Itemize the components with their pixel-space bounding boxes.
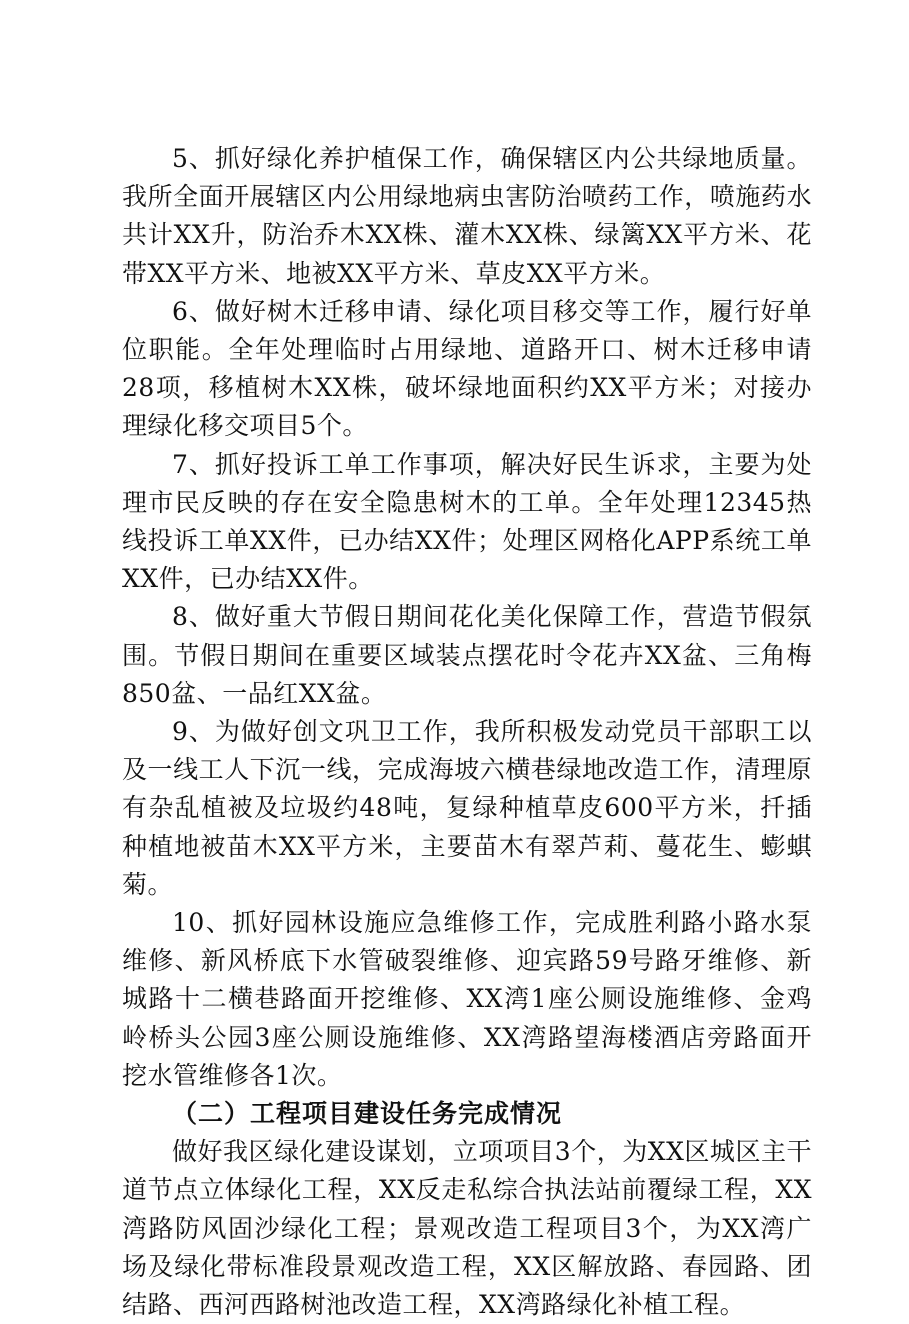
paragraph-item-9: 9、为做好创文巩卫工作，我所积极发动党员干部职工以及一线工人下沉一线，完成海坡六横巷绿地改造工作，清理原有杂乱植被及垃圾约48吨，复绿种植草皮600平方米，扦插种植地被苗木XX平方米，主要苗木有翠芦莉、蔓花生、蟛蜞菊。 [122, 717, 812, 899]
paragraph-item-7: 7、抓好投诉工单工作事项，解决好民生诉求，主要为处理市民反映的存在安全隐患树木的工单。全年处理12345热线投诉工单XX件，已办结XX件；处理区网格化APP系统工单XX件，已办结XX件。 [122, 449, 812, 594]
paragraph-item-8: 8、做好重大节假日期间花化美化保障工作，营造节假氛围。节假日期间在重要区域装点摆花时令花卉XX盆、三角梅850盆、一品红XX盆。 [122, 602, 812, 708]
paragraph-project-construction: 做好我区绿化建设谋划，立项项目3个，为XX区城区主干道节点立体绿化工程，XX反走私综合执法站前覆绿工程，XX湾路防风固沙绿化工程；景观改造工程项目3个，为XX湾广场及绿化带标准段景观改造工程，XX区解放路、春园路、团结路、西河西路树池改造工程，XX湾路绿化补植工程。 [122, 1137, 812, 1320]
section-heading: （二）工程项目建设任务完成情况 [172, 1099, 563, 1129]
paragraph-item-6: 6、做好树木迁移申请、绿化项目移交等工作，履行好单位职能。全年处理临时占用绿地、道路开口、树木迁移申请28项，移植树木XX株，破坏绿地面积约XX平方米；对接办理绿化移交项目5个。 [122, 296, 812, 441]
document-body [122, 140, 812, 1324]
paragraph-item-10: 10、抓好园林设施应急维修工作，完成胜利路小路水泵维修、新风桥底下水管破裂维修、迎宾路59号路牙维修、新城路十二横巷路面开挖维修、XX湾1座公厕设施维修、金鸡岭桥头公园3座公厕设施维修、XX湾路望海楼酒店旁路面开挖水管维修各1次。 [122, 908, 812, 1090]
paragraph-item-5: 5、抓好绿化养护植保工作，确保辖区内公共绿地质量。我所全面开展辖区内公用绿地病虫害防治喷药工作，喷施药水共计XX升，防治乔木XX株、灌木XX株、绿篱XX平方米、花带XX平方米、地被XX平方米、草皮XX平方米。 [122, 144, 812, 288]
